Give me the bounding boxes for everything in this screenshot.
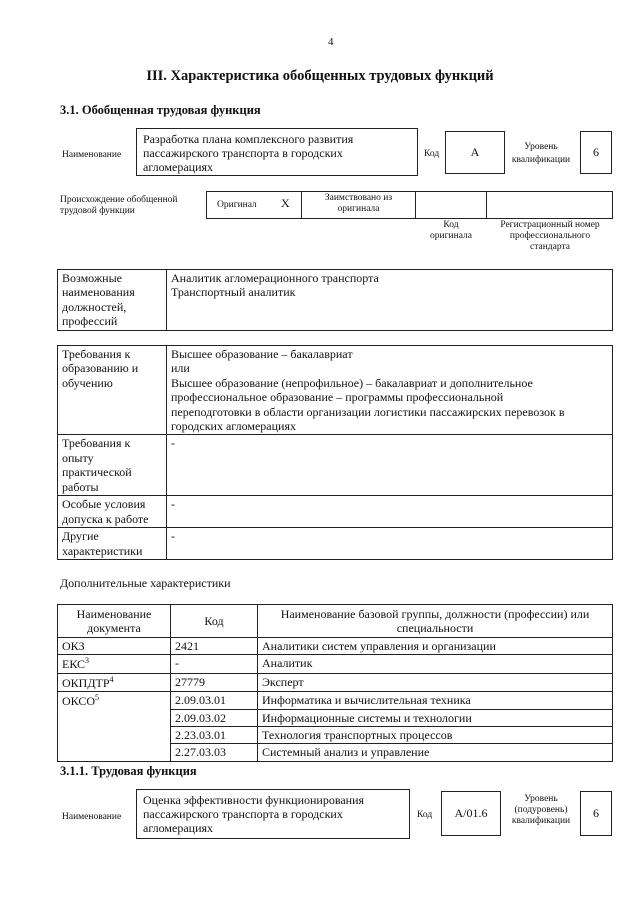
origin-code-caption: Код оригинала — [430, 220, 472, 241]
otf-level-label: Уровень квалификации — [511, 142, 571, 165]
otf-name-box — [136, 128, 418, 176]
subsection-3-1-1-title: 3.1.1. Трудовая функция — [60, 764, 197, 778]
tf-code-value: А/01.6 — [454, 806, 488, 820]
origin-borrowed-label: Заимствовано из оригинала — [324, 193, 393, 214]
header-name: Наименование базовой группы, должности (профессии) или специальности — [258, 605, 613, 638]
req-experience-value: - — [167, 435, 613, 496]
tf-name-box — [136, 789, 410, 839]
tf-name-line: Оценка эффективности функционирования — [143, 793, 365, 807]
req-education-value: Высшее образование – бакалавриат или Высшее образование (непрофильное) – бакалавриат и дополнительное профессиональное образование – программы профессиональной переподготовки в области организации логистики пассажирских перевозок в городских агломерациях — [167, 346, 613, 435]
tf-level-label: Уровень (подуровень) квалификации — [511, 794, 571, 826]
table-row: ОКПДТР$^4$ 27779 Эксперт — [58, 673, 613, 691]
tf-name-line: пассажирского транспорта в городских — [143, 807, 343, 822]
table-row: ОКСО$^5$ 2.09.03.01 Информатика и вычислительная техника — [58, 692, 613, 709]
additional-table — [57, 604, 613, 762]
otf-code-box — [445, 131, 505, 174]
otf-name-label: Наименование — [62, 150, 122, 160]
table-row: 2.23.03.01 Технология транспортных процессов — [58, 726, 613, 743]
tf-level-value: 6 — [593, 806, 599, 820]
otf-name-line: агломерациях — [143, 160, 214, 175]
additional-title: Дополнительные характеристики — [60, 576, 231, 590]
table-row: 2.27.03.03 Системный анализ и управление — [58, 744, 613, 761]
req-other-value: - — [167, 528, 613, 560]
otf-level-box — [580, 131, 612, 174]
otf-code-label: Код — [424, 149, 440, 159]
otf-code-value: А — [470, 145, 480, 159]
table-row: ОКЗ 2421 Аналитики систем управления и организации — [58, 638, 613, 655]
otf-level-value: 6 — [593, 145, 599, 159]
positions-table — [57, 269, 613, 331]
requirements-table — [57, 345, 613, 560]
origin-label: Происхождение обобщенной трудовой функции — [60, 195, 178, 216]
origin-reg-caption: Регистрационный номер профессионального стандарта — [500, 220, 600, 252]
page-number: 4 — [328, 36, 334, 48]
origin-original-label: Оригинал — [217, 200, 257, 210]
tf-code-label: Код — [417, 810, 433, 820]
positions-values: Аналитик агломерационного транспорта Транспортный аналитик — [167, 270, 613, 331]
otf-name-line: пассажирского транспорта в городских — [143, 146, 343, 161]
origin-mark: X — [281, 196, 290, 210]
otf-name-line: Разработка плана комплексного развития — [143, 132, 354, 146]
header-code: Код — [171, 605, 258, 638]
header-document: Наименование документа — [58, 605, 171, 638]
tf-code-box — [441, 791, 501, 836]
tf-name-line: агломерациях — [143, 821, 214, 836]
tf-name-label: Наименование — [62, 812, 122, 822]
table-row: ЕКС$^3$ - Аналитик — [58, 655, 613, 673]
tf-level-box — [580, 791, 612, 836]
req-education-label: Требования к образованию и обучению — [58, 346, 167, 435]
section-title: III. Характеристика обобщенных трудовых функций — [146, 68, 494, 84]
table-row: 2.09.03.02 Информационные системы и технологии — [58, 709, 613, 726]
subsection-3-1-title: 3.1. Обобщенная трудовая функция — [60, 103, 261, 117]
req-other-label: Другие характеристики — [58, 528, 167, 560]
req-special-label: Особые условия допуска к работе — [58, 496, 167, 528]
positions-label: Возможные наименования должностей, профессий — [58, 270, 167, 331]
req-experience-label: Требования к опыту практической работы — [58, 435, 167, 496]
req-special-value: - — [167, 496, 613, 528]
